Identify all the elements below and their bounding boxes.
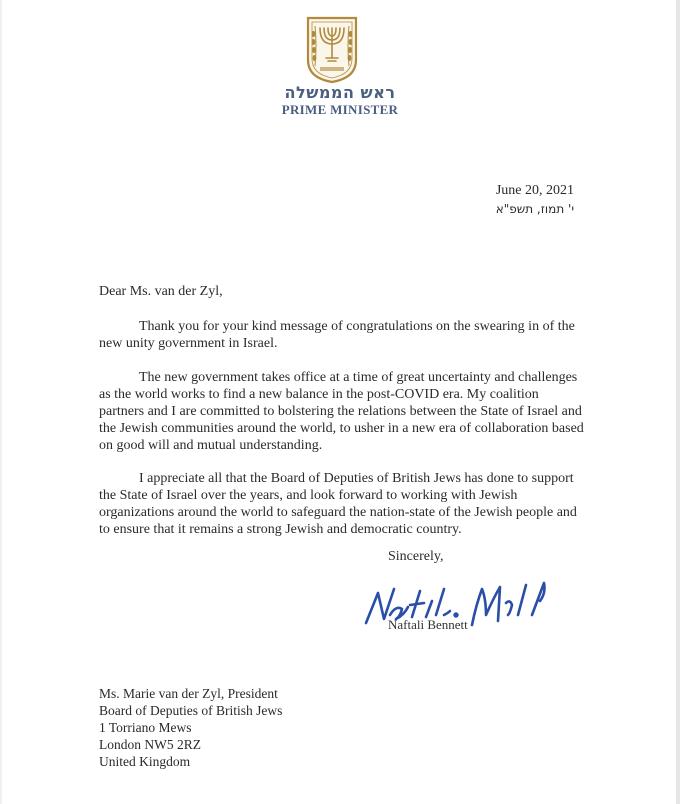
page-edge-right: [676, 0, 680, 804]
salutation: Dear Ms. van der Zyl,: [99, 284, 223, 299]
address-line: Ms. Marie van der Zyl, President: [99, 686, 278, 701]
page-edge-left: [0, 0, 2, 804]
address-line: 1 Torriano Mews: [99, 720, 192, 735]
address-line: United Kingdom: [99, 754, 191, 769]
handwritten-signature: [360, 575, 560, 631]
address-line: Board of Deputies of British Jews: [99, 703, 283, 718]
letterhead-hebrew-title: ראש הממשלה: [284, 83, 396, 102]
state-emblem-icon: [302, 14, 362, 84]
body-paragraph-2: The new government takes office at a time of great uncertainty and challenges as the world works to find a new balance in the post-COVID era. My coalition partners and I are committed to bolstering the relations between the State of Israel and the Jewish communities around the world, to usher in a new era of collaboration based on good will and mutual understanding.: [99, 370, 584, 453]
closing: Sincerely,: [388, 549, 444, 564]
signer-name: Naftali Bennett: [388, 617, 468, 632]
address-line: London NW5 2RZ: [99, 737, 201, 752]
letterhead-english-title: PRIME MINISTER: [281, 102, 399, 117]
recipient-address: [99, 685, 282, 770]
letter-date-hebrew: י' תמוז, תשפ"א: [495, 202, 574, 216]
body-paragraph-1: Thank you for your kind message of congratulations on the swearing in of the new unity government in Israel.: [99, 319, 575, 351]
letter-date: June 20, 2021: [495, 183, 574, 198]
body-paragraph-3: I appreciate all that the Board of Deputies of British Jews has done to support the State of Israel over the years, and look forward to working with Jewish organizations around the world to safeguard the nation-state of the Jewish people and to ensure that it remains a strong Jewish and democratic country.: [99, 471, 577, 537]
